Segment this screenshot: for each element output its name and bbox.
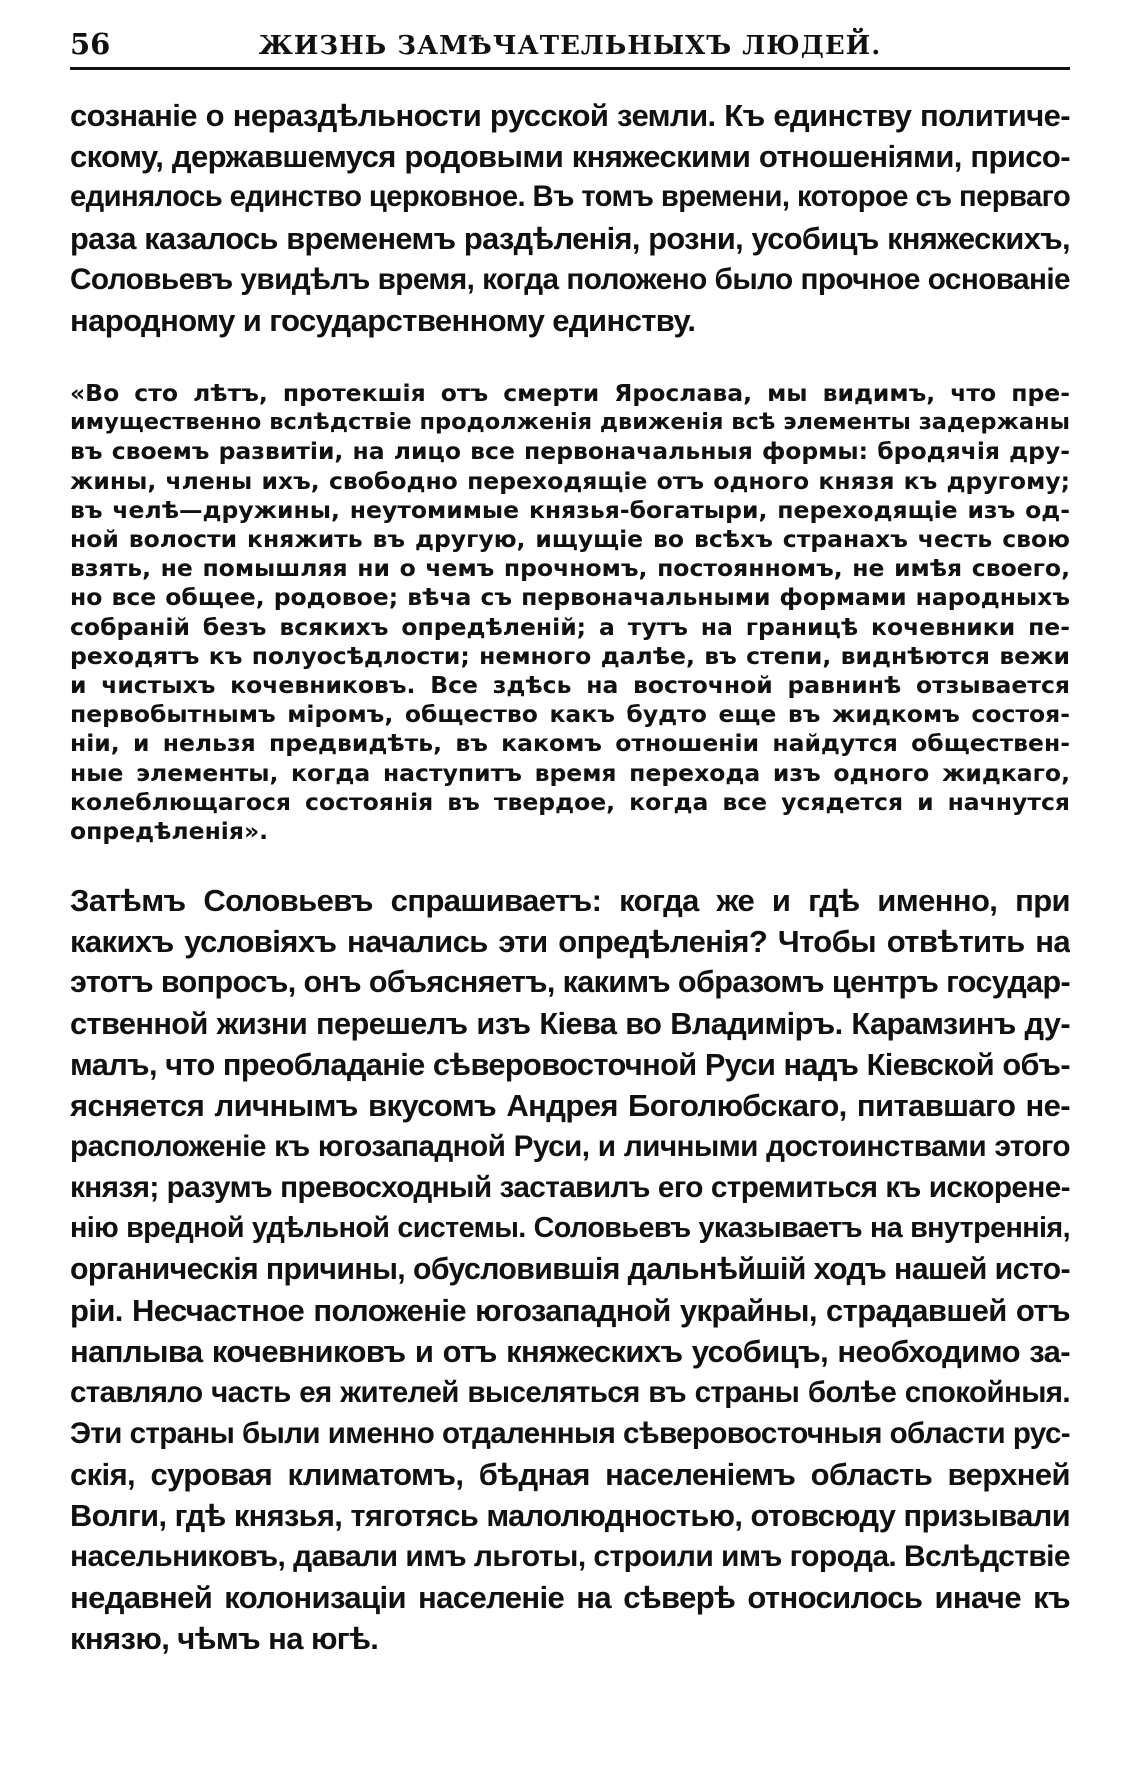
- para1-line: единялось единство церковное. Въ томъ времени, которое съ перваго: [70, 181, 1070, 213]
- para2-line: князю, чѣмъ на югѣ.: [70, 1621, 379, 1657]
- para2-line: Затѣмъ Соловьевъ спрашиваетъ: когда же и гдѣ именно, при: [70, 883, 1070, 919]
- para2-line: Эти страны были именно отдаленныя сѣверовосточныя области рус-: [70, 1417, 1070, 1451]
- quote-line: собраній безъ всякихъ опредѣленій; а тутъ на границѣ кочевники пе-: [70, 612, 1070, 641]
- para2-line: органическія причины, обусловившія дальнѣйшій ходъ нашей исто-: [70, 1253, 1070, 1287]
- page-number: 56: [70, 27, 111, 61]
- para1-line: сознаніе о нераздѣльности русской земли. Къ единству политиче-: [70, 98, 1070, 133]
- quote-line: но все общее, родовое; вѣча съ первоначальными формами народныхъ: [70, 583, 1070, 612]
- quote-line: опредѣленія».: [70, 817, 269, 846]
- para2-line: ственной жизни перешелъ изъ Кіева во Владиміръ. Карамзинъ ду-: [70, 1006, 1070, 1042]
- para2-line: нію вредной удѣльной системы. Соловьевъ указываетъ на внутреннія,: [70, 1212, 1070, 1245]
- quote-line: «Во сто лѣтъ, протекшія отъ смерти Ярослава, мы видимъ, что пре-: [70, 379, 1070, 407]
- quote-line: и чистыхъ кочевниковъ. Все здѣсь на восточной равнинѣ отзывается: [70, 671, 1070, 700]
- quote-line: ніи, и нельзя предвидѣть, въ какомъ отношеніи найдутся обществен-: [70, 729, 1070, 758]
- running-title: ЖИЗНЬ ЗАМѢЧАТЕЛЬНЫХЪ ЛЮДЕЙ.: [258, 31, 882, 61]
- para2-line: наплыва кочевниковъ и отъ княжескихъ усобицъ, необходимо за-: [70, 1334, 1070, 1370]
- para2-line: ріи. Несчастное положеніе югозападной украйны, страдавшей отъ: [70, 1293, 1070, 1329]
- para2-line: какихъ условіяхъ начались эти опредѣленія? Чтобы отвѣтить на: [70, 924, 1070, 960]
- quote-line: колеблющагося состоянія въ твердое, когда все усядется и начнутся: [70, 787, 1070, 816]
- para2-line: недавней колонизаціи населеніе на сѣверѣ относилось иначе къ: [70, 1580, 1070, 1616]
- para2-line: этотъ вопросъ, онъ объясняетъ, какимъ образомъ центръ государ-: [70, 965, 1070, 1000]
- para2-line: расположеніе къ югозападной Руси, и личными достоинствами этого: [70, 1130, 1070, 1164]
- para2-line: насельниковъ, давали имъ льготы, строили имъ города. Вслѣдствіе: [70, 1540, 1070, 1574]
- para1-line: народному и государственному единству.: [70, 303, 696, 338]
- para2-line: малъ, что преобладаніе сѣверовосточной Руси надъ Кіевской объ-: [70, 1047, 1070, 1083]
- paragraph-2: [70, 880, 1070, 1659]
- quote-line: въ челѣ—дружины, неутомимые князья-богатыри, переходящіе изъ од-: [70, 495, 1070, 524]
- para1-line: скому, державшемуся родовыми княжескими отношеніями, присо-: [70, 139, 1070, 174]
- para2-line: скія, суровая климатомъ, бѣдная населеніемъ область верхней: [70, 1457, 1070, 1493]
- paragraph-1: [70, 95, 1070, 341]
- para1-line: Соловьевъ увидѣлъ время, когда положено было прочное основаніе: [70, 263, 1070, 296]
- quote-line: имущественно вслѣдствіе продолженія движенія всѣ элементы задержаны: [70, 409, 1070, 436]
- para2-line: ставляло часть ея жителей выселяться въ страны болѣе спокойныя.: [70, 1376, 1070, 1410]
- para2-line: князя; разумъ превосходный заставилъ его стремиться къ искорене-: [70, 1171, 1070, 1205]
- quote-line: въ своемъ развитіи, на лицо все первоначальныя формы: бродячія дру-: [70, 437, 1070, 466]
- quote-line: взять, не помышляя ни о чемъ прочномъ, постоянномъ, не имѣя своего,: [70, 554, 1070, 583]
- quote-line: реходятъ къ полуосѣдлости; немного далѣе, въ степи, виднѣются вежи: [70, 641, 1070, 670]
- para1-line: раза казалось временемъ раздѣленія, розни, усобицъ княжескихъ,: [70, 221, 1070, 256]
- quote-line: ной волости княжить въ другую, ищущіе во всѣхъ странахъ честь свою: [70, 525, 1070, 554]
- running-header: [70, 22, 1070, 70]
- para2-line: Волги, гдѣ князья, тяготясь малолюдностью, отовсюду призывали: [70, 1498, 1070, 1534]
- para2-line: ясняется личнымъ вкусомъ Андрея Боголюбскаго, питавшаго не-: [70, 1088, 1070, 1124]
- book-page: [70, 22, 1070, 1659]
- quote-line: ные элементы, когда наступитъ время перехода изъ одного жидкаго,: [70, 758, 1070, 787]
- quote-line: жины, члены ихъ, свободно переходящіе отъ одного князя къ другому;: [70, 466, 1070, 495]
- quote-line: первобытнымъ міромъ, общество какъ будто еще въ жидкомъ состоя-: [70, 700, 1070, 729]
- quotation-block: [70, 379, 1070, 846]
